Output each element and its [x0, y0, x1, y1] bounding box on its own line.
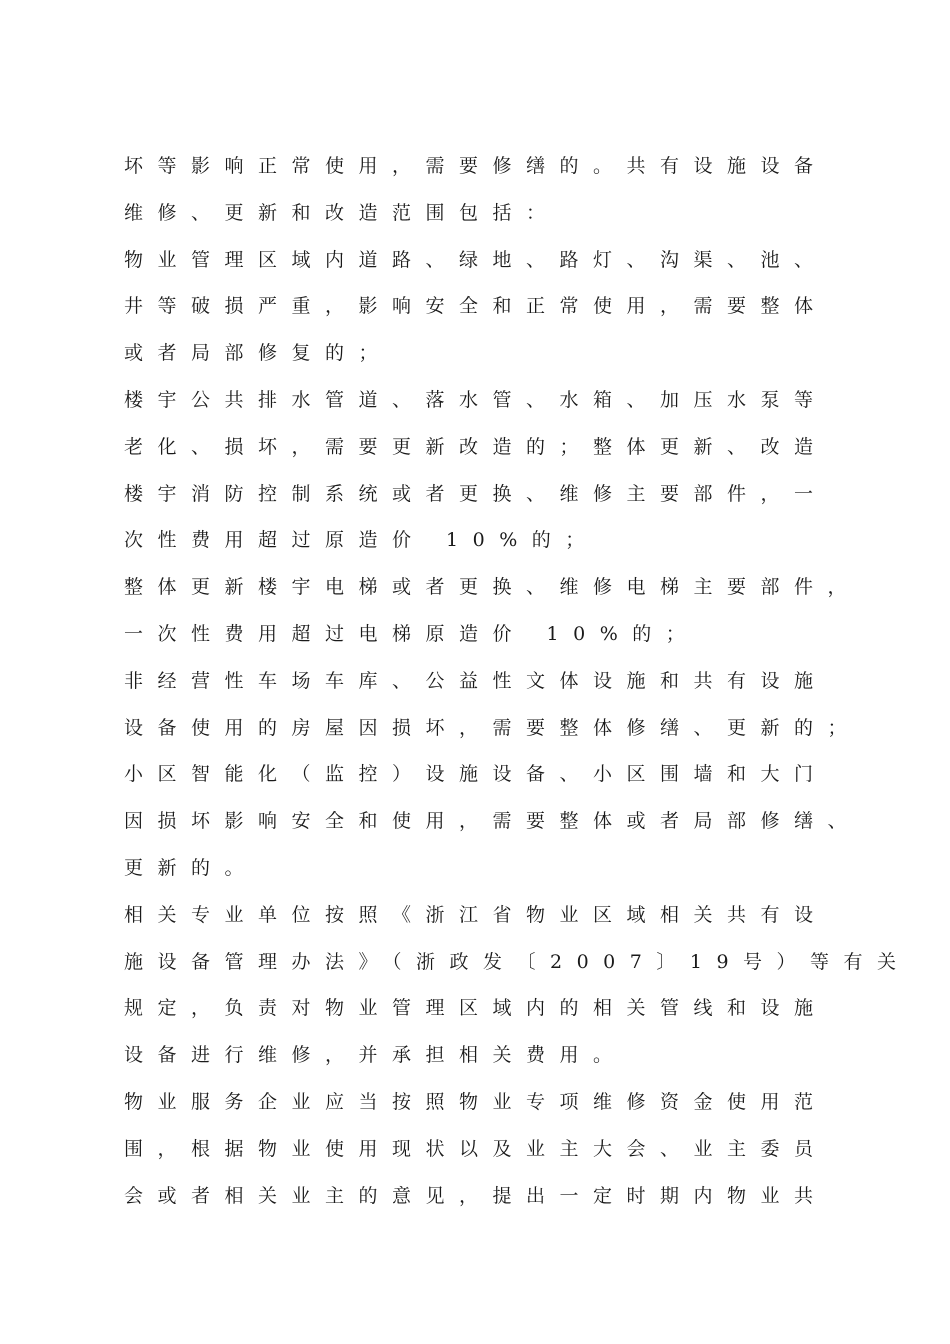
text-line: 会或者相关业主的意见，提出一定时期内物业共 — [124, 1184, 828, 1207]
text-line: 坏等影响正常使用，需要修缮的。共有设施设备 — [124, 155, 828, 177]
text-line: 非经营性车场车库、公益性文体设施和共有设施 — [124, 669, 828, 692]
text-line: 相关专业单位按照《浙江省物业区域相关共有设 — [124, 903, 828, 926]
text-line: 老化、损坏，需要更新改造的；整体更新、改造 — [124, 435, 828, 458]
text-line: 物业管理区域内道路、绿地、路灯、沟渠、池、 — [124, 248, 828, 271]
text-line: 整体更新楼宇电梯或者更换、维修电梯主要部件， — [124, 576, 862, 599]
text-line: 次性费用超过原造价 10%的； — [124, 529, 599, 552]
text-line: 施设备管理办法》（浙政发〔2007〕19号）等有关 — [124, 950, 911, 973]
text-line: 围，根据物业使用现状以及业主大会、业主委员 — [124, 1137, 828, 1160]
text-line: 更新的。 — [124, 856, 259, 879]
text-line: 因损坏影响安全和使用，需要整体或者局部修缮、 — [124, 810, 862, 833]
text-line: 设备使用的房屋因损坏，需要整体修缮、更新的； — [124, 716, 862, 739]
text-line: 小区智能化（监控）设施设备、小区围墙和大门 — [124, 763, 828, 786]
text-line: 楼宇消防控制系统或者更换、维修主要部件，一 — [124, 482, 828, 505]
text-line: 楼宇公共排水管道、落水管、水箱、加压水泵等 — [124, 388, 828, 411]
text-line: 维修、更新和改造范围包括： — [124, 201, 560, 224]
text-line: 规定，负责对物业管理区域内的相关管线和设施 — [124, 997, 828, 1020]
text-line: 物业服务企业应当按照物业专项维修资金使用范 — [124, 1090, 828, 1113]
document-body — [124, 143, 911, 1219]
text-line: 或者局部修复的； — [124, 342, 393, 365]
text-line: 一次性费用超过电梯原造价 10%的； — [124, 622, 700, 645]
text-line: 设备进行维修，并承担相关费用。 — [124, 1044, 627, 1067]
text-line: 井等破损严重，影响安全和正常使用，需要整体 — [124, 295, 828, 318]
